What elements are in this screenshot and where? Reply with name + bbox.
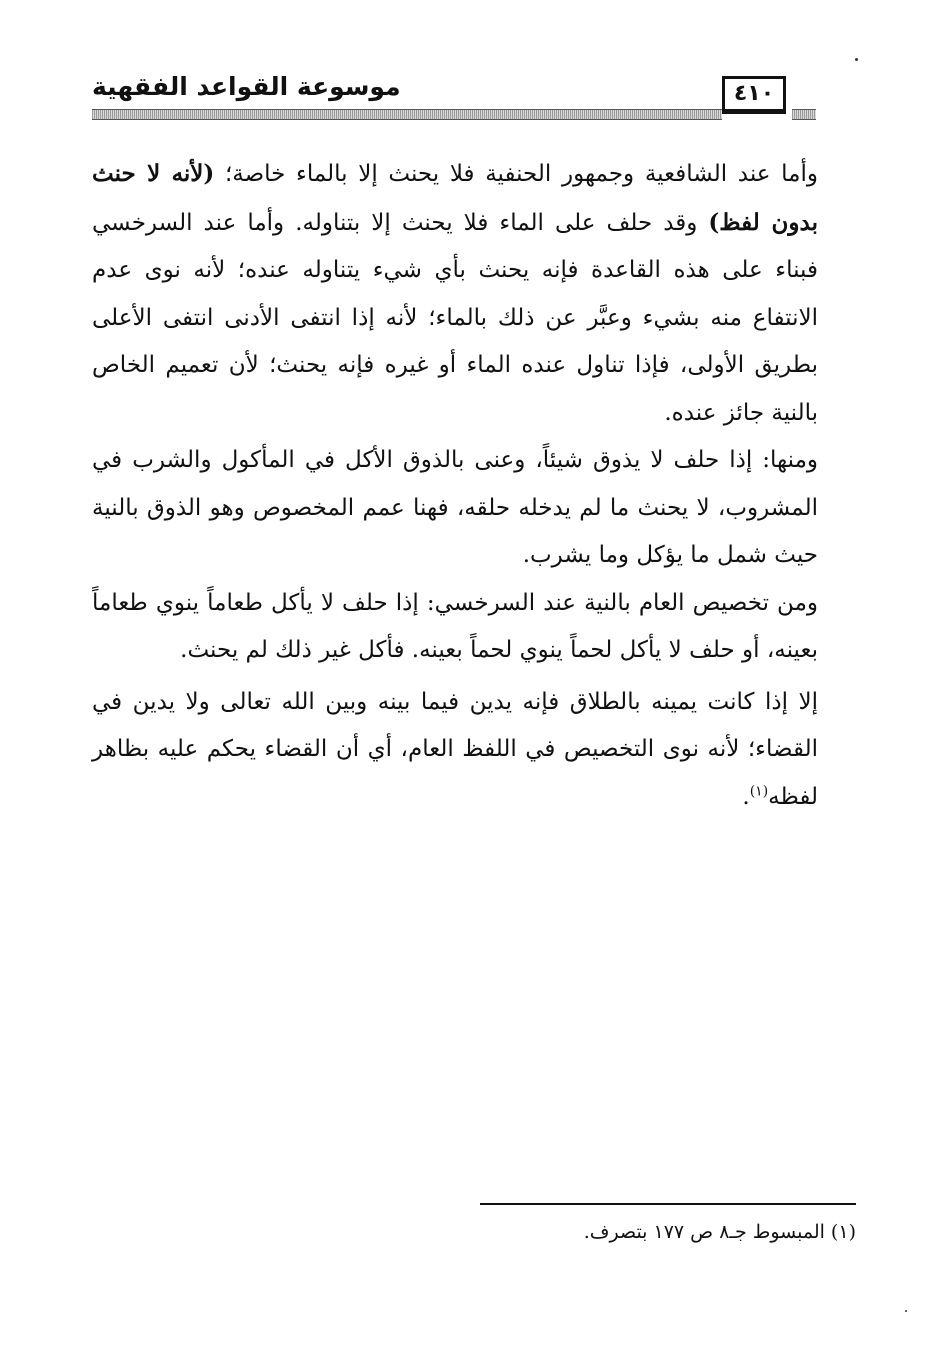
paragraph-1-start: وأما عند الشافعية وجمهور الحنفية فلا يحنث إلا بالماء خاصة؛: [214, 161, 818, 187]
paragraph-2: ومنها: إذا حلف لا يذوق شيئاً، وعنى بالذوق الأكل في المأكول والشرب في المشروب، لا يحنث ما لم يدخله حلقه، فهنا عمم المخصوص وهو الذوق بالنية حيث شمل ما يؤكل وما يشرب.: [92, 447, 818, 568]
header-rule: [92, 109, 722, 120]
main-text: [92, 150, 818, 821]
paragraph-4: [92, 679, 818, 822]
running-header: [92, 70, 816, 120]
paragraph-4-end: .: [742, 783, 750, 810]
scan-speck: [905, 1310, 907, 1312]
footnote-reference[interactable]: (١): [749, 782, 769, 799]
header-rule-end: [792, 109, 816, 120]
book-title: موسوعة القواعد الفقهية: [92, 72, 401, 101]
paragraph-4-text: إلا إذا كانت يمينه بالطلاق فإنه يدين فيما بينه وبين الله تعالى ولا يدين في القضاء؛ لأنه نوى التخصيص في اللفظ العام، أي أن القضاء يحكم عليه بظاهر لفظه: [92, 688, 818, 810]
footnote-separator: [480, 1203, 856, 1205]
paragraph-1-bold: (لأنه لا حنث بدون لفظ): [92, 160, 818, 236]
paragraph-3: ومن تخصيص العام بالنية عند السرخسي: إذا حلف لا يأكل طعاماً ينوي طعاماً بعينه، أو حلف لا يأكل لحماً ينوي لحماً بعينه. فأكل غير ذلك لم يحنث.: [92, 589, 818, 663]
footnote: (١) المبسوط جـ٨ ص ١٧٧ بتصرف.: [583, 1221, 856, 1243]
page-number: ٤١٠: [722, 76, 786, 114]
scan-speck: [855, 58, 858, 61]
paragraph-1: [92, 150, 818, 437]
paragraph-1-rest: وقد حلف على الماء فلا يحنث إلا بتناوله. وأما عند السرخسي فبناء على هذه القاعدة فإنه يحنث بأي شيء يتناوله عنده؛ لأنه نوى عدم الانتفاع منه بشيء وعبَّر عن ذلك بالماء؛ لأنه إذا انتفى الأدنى انتفى الأعلى بطريق الأولى، فإذا تناول عنده الماء أو غيره فإنه يحنث؛ لأن تعميم الخاص بالنية جائز عنده.: [92, 209, 818, 426]
